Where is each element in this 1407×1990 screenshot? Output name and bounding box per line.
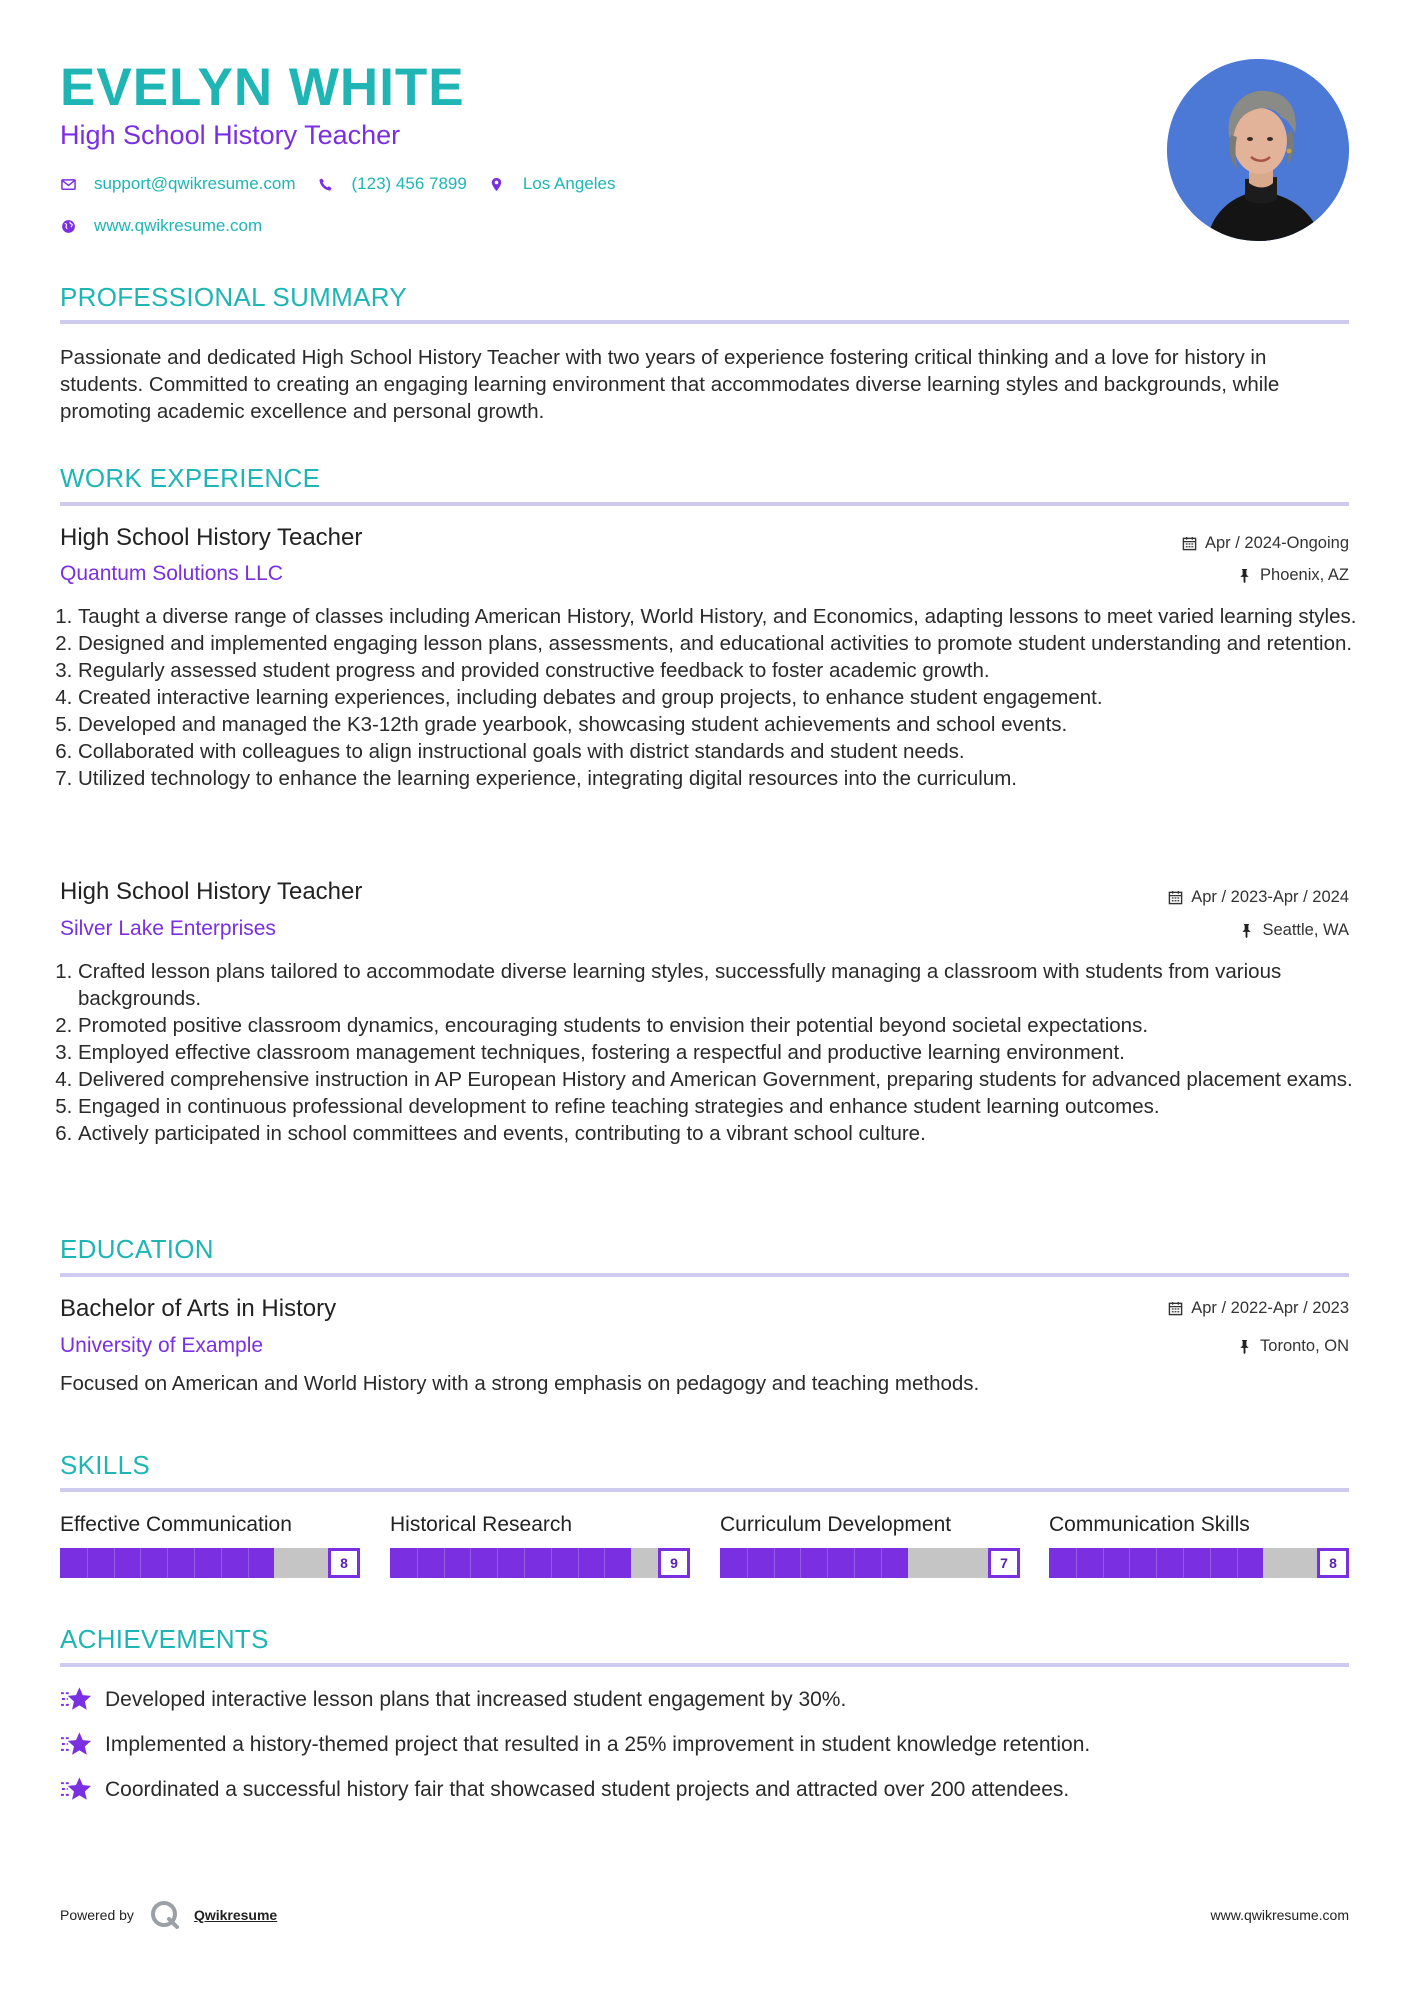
- skill-bar-segment: [1103, 1548, 1104, 1578]
- skill-level-bar: [60, 1548, 360, 1578]
- location-text: Seattle, WA: [1262, 921, 1349, 939]
- skill-bar-segment: [87, 1548, 88, 1578]
- profile-photo: [1167, 59, 1349, 241]
- section-divider: [60, 1273, 1349, 1277]
- skill-level-bar: [1049, 1548, 1349, 1578]
- school-name: University of Example: [60, 1334, 264, 1357]
- skill-bar-segment: [194, 1548, 195, 1578]
- job-title: High School History Teacher: [60, 878, 363, 905]
- job-dates: [1168, 886, 1349, 908]
- list-item: 1. Crafted lesson plans tailored to accommodate diverse learning styles, successfully managing a classroom with students from various backgrounds.: [78, 958, 1360, 1012]
- location-text: Los Angeles: [522, 174, 616, 193]
- skill-bar-segment: [221, 1548, 222, 1578]
- achievement-item: [60, 1775, 1069, 1805]
- list-item: 1. Taught a diverse range of classes including American History, World History, and Economics, adapting lessons to meet varied learning styles.: [78, 603, 1360, 630]
- contact-location: [489, 173, 616, 195]
- list-item: 2. Promoted positive classroom dynamics, encouraging students to envision their potential beyond societal expectations.: [78, 1012, 1360, 1039]
- education-location: [1237, 1335, 1349, 1357]
- qwikresume-logo-icon: [150, 1900, 180, 1930]
- section-divider: [60, 1663, 1349, 1667]
- achievement-item: [60, 1685, 846, 1715]
- skill-name: Curriculum Development: [720, 1513, 952, 1536]
- company-name: Silver Lake Enterprises: [60, 917, 276, 940]
- website-text[interactable]: www.qwikresume.com: [94, 216, 263, 235]
- job-duties-list: [60, 603, 1360, 792]
- email-text[interactable]: support@qwikresume.com: [94, 174, 296, 193]
- skill-bar-segment: [417, 1548, 418, 1578]
- skill-bar-segment: [747, 1548, 748, 1578]
- skill-bar-segment: [1129, 1548, 1130, 1578]
- qwikresume-link[interactable]: Qwikresume: [193, 1907, 278, 1923]
- location-text: Toronto, ON: [1260, 1337, 1349, 1355]
- education-dates: [1168, 1297, 1349, 1319]
- location-text: Phoenix, AZ: [1260, 566, 1349, 584]
- skill-bar-segment: [1237, 1548, 1238, 1578]
- skill-level-bar: [390, 1548, 690, 1578]
- skill-score: 8: [328, 1548, 360, 1578]
- pushpin-icon: [1237, 1339, 1252, 1354]
- job-dates: [1182, 532, 1349, 554]
- list-item: 3. Regularly assessed student progress and provided constructive feedback to foster academic growth.: [78, 657, 1360, 684]
- list-item: 4. Delivered comprehensive instruction in AP European History and American Government, preparing students for advanced placement exams.: [78, 1066, 1360, 1093]
- skill-bar-segment: [604, 1548, 605, 1578]
- list-item: 4. Created interactive learning experiences, including debates and group projects, to enhance student engagement.: [78, 684, 1360, 711]
- section-divider: [60, 320, 1349, 324]
- job-location: [1239, 919, 1349, 941]
- education-description: Focused on American and World History with a strong emphasis on pedagogy and teaching methods.: [60, 1372, 980, 1395]
- skill-bar-segment: [167, 1548, 168, 1578]
- skill-score: 9: [658, 1548, 690, 1578]
- skill-level-bar: [720, 1548, 1020, 1578]
- skill-item: [60, 1511, 360, 1571]
- achievement-text: Developed interactive lesson plans that increased student engagement by 30%.: [105, 1688, 847, 1711]
- contact-phone[interactable]: [318, 173, 467, 195]
- globe-icon: [60, 218, 76, 234]
- skill-bar-segment: [470, 1548, 471, 1578]
- skill-name: Communication Skills: [1049, 1513, 1250, 1536]
- skill-bar-segment: [1076, 1548, 1077, 1578]
- skill-score: 7: [988, 1548, 1020, 1578]
- skill-bar-segment: [497, 1548, 498, 1578]
- summary-text: Passionate and dedicated High School History Teacher with two years of experience fostering critical thinking and a love for history in students. Committed to creating an engaging learning environment that accommodates diverse learning styles and backgrounds, while promoting academic excellence and personal growth.: [60, 346, 1280, 423]
- candidate-headline: High School History Teacher: [60, 120, 401, 150]
- skill-bar-segment: [444, 1548, 445, 1578]
- contact-row-web: [60, 215, 284, 237]
- skill-item: [1049, 1511, 1349, 1571]
- contact-email[interactable]: [60, 173, 296, 195]
- footer-url[interactable]: www.qwikresume.com: [1210, 1907, 1349, 1923]
- candidate-name: EVELYN WHITE: [60, 58, 465, 117]
- education-heading: EDUCATION: [60, 1234, 214, 1264]
- job-title: High School History Teacher: [60, 524, 363, 551]
- section-divider: [60, 1488, 1349, 1492]
- skill-bar-segment: [1183, 1548, 1184, 1578]
- star-icon: [60, 1685, 93, 1715]
- star-icon: [60, 1775, 93, 1805]
- experience-heading: WORK EXPERIENCE: [60, 463, 321, 493]
- skill-bar-segment: [551, 1548, 552, 1578]
- skill-bar-segment: [1210, 1548, 1211, 1578]
- skill-bar-segment: [140, 1548, 141, 1578]
- skill-bar-segment: [854, 1548, 855, 1578]
- pushpin-icon: [1239, 923, 1254, 938]
- skill-bar-segment: [524, 1548, 525, 1578]
- summary-heading: PROFESSIONAL SUMMARY: [60, 282, 407, 312]
- skill-level-fill: [720, 1548, 908, 1578]
- skill-bar-segment: [774, 1548, 775, 1578]
- phone-icon: [318, 176, 334, 192]
- skill-bar-segment: [881, 1548, 882, 1578]
- job-location: [1237, 564, 1349, 586]
- skill-bar-segment: [578, 1548, 579, 1578]
- dates-text: Apr / 2022-Apr / 2023: [1191, 1299, 1349, 1317]
- skill-item: [720, 1511, 1020, 1571]
- company-name: Quantum Solutions LLC: [60, 562, 283, 585]
- list-item: 6. Collaborated with colleagues to align instructional goals with district standards and student needs.: [78, 738, 1360, 765]
- envelope-icon: [60, 176, 76, 192]
- list-item: 6. Actively participated in school committees and events, contributing to a vibrant school culture.: [78, 1120, 1360, 1147]
- skill-bar-segment: [248, 1548, 249, 1578]
- dates-text: Apr / 2023-Apr / 2024: [1191, 888, 1349, 906]
- skill-name: Effective Communication: [60, 1513, 292, 1536]
- star-icon: [60, 1730, 93, 1760]
- map-pin-icon: [489, 176, 505, 192]
- footer-powered-by: [60, 1900, 277, 1930]
- list-item: 5. Developed and managed the K3-12th grade yearbook, showcasing student achievements and school events.: [78, 711, 1360, 738]
- achievement-text: Coordinated a successful history fair that showcased student projects and attracted over 200 attendees.: [105, 1778, 1070, 1801]
- contact-row: [60, 173, 637, 195]
- skills-heading: SKILLS: [60, 1450, 150, 1480]
- list-item: 5. Engaged in continuous professional development to refine teaching strategies and enhance student learning outcomes.: [78, 1093, 1360, 1120]
- skill-bar-segment: [1156, 1548, 1157, 1578]
- dates-text: Apr / 2024-Ongoing: [1204, 534, 1349, 552]
- achievements-heading: ACHIEVEMENTS: [60, 1624, 269, 1654]
- skill-item: [390, 1511, 690, 1571]
- contact-website[interactable]: [60, 215, 262, 237]
- skill-name: Historical Research: [390, 1513, 573, 1536]
- calendar-icon: [1168, 890, 1183, 905]
- section-divider: [60, 502, 1349, 506]
- list-item: 3. Employed effective classroom management techniques, fostering a respectful and productive learning environment.: [78, 1039, 1360, 1066]
- skill-score: 8: [1317, 1548, 1349, 1578]
- degree-title: Bachelor of Arts in History: [60, 1295, 337, 1322]
- list-item: 2. Designed and implemented engaging lesson plans, assessments, and educational activities to promote student understanding and retention.: [78, 630, 1360, 657]
- calendar-icon: [1168, 1301, 1183, 1316]
- job-duties-list: [60, 958, 1360, 1147]
- calendar-icon: [1182, 536, 1197, 551]
- powered-by-text: Powered by: [60, 1907, 134, 1923]
- list-item: 7. Utilized technology to enhance the learning experience, integrating digital resources into the curriculum.: [78, 765, 1360, 792]
- achievement-text: Implemented a history-themed project that resulted in a 25% improvement in student knowledge retention.: [105, 1733, 1091, 1756]
- phone-text[interactable]: (123) 456 7899: [351, 174, 467, 193]
- pushpin-icon: [1237, 568, 1252, 583]
- skill-bar-segment: [114, 1548, 115, 1578]
- skill-level-fill: [390, 1548, 631, 1578]
- skill-bar-segment: [827, 1548, 828, 1578]
- achievement-item: [60, 1730, 1090, 1760]
- skill-bar-segment: [800, 1548, 801, 1578]
